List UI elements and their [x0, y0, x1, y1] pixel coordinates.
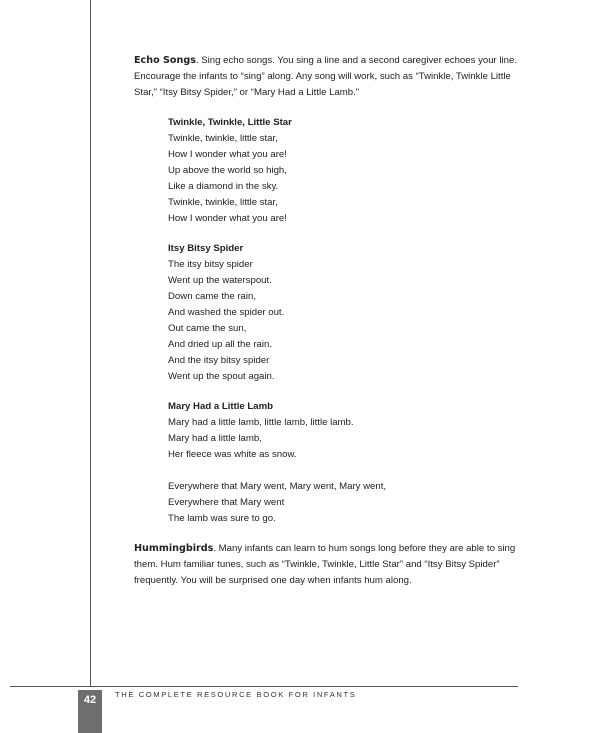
song-line: Went up the spout again.	[168, 371, 275, 382]
song-line: The itsy bitsy spider	[168, 259, 253, 270]
footer-rule	[10, 686, 518, 687]
song-line: Her fleece was white as snow.	[168, 449, 297, 460]
song-line: Everywhere that Mary went	[168, 497, 285, 508]
song-title: Mary Had a Little Lamb	[168, 401, 274, 412]
song-line: Mary had a little lamb, little lamb, little lamb.	[168, 417, 354, 428]
page-number: 42	[83, 694, 97, 706]
song-line: And the itsy bitsy spider	[168, 355, 270, 366]
song-line: The lamb was sure to go.	[168, 513, 276, 524]
song-list	[134, 115, 534, 527]
song-line: How I wonder what you are!	[168, 149, 287, 160]
song-line: And dried up all the rain.	[168, 339, 272, 350]
echo-songs-text: . Sing echo songs. You sing a line and a second caregiver echoes your line. Encourage the infants to “sing” along. Any song will work, such as “Twinkle, Twinkle Little Star,” “Itsy Bitsy Spider,” or “Mary Had a Little Lamb.”	[134, 55, 517, 98]
page-body	[134, 53, 534, 589]
hummingbirds-heading: Hummingbirds	[134, 543, 214, 554]
song-title: Twinkle, Twinkle, Little Star	[168, 117, 292, 128]
hummingbirds-text: . Many infants can learn to hum songs long before they are able to sing them. Hum familiar tunes, such as “Twinkle, Twinkle, Little Star” and “Itsy Bitsy Spider” frequently. You will be surprised one day when infants hum along.	[134, 543, 516, 586]
echo-songs-paragraph	[134, 53, 534, 101]
song-line: Mary had a little lamb,	[168, 433, 262, 444]
song-twinkle	[168, 115, 534, 227]
song-line: Twinkle, twinkle, little star,	[168, 133, 278, 144]
song-line: Out came the sun,	[168, 323, 247, 334]
song-itsy-bitsy	[168, 241, 534, 385]
song-line: Twinkle, twinkle, little star,	[168, 197, 278, 208]
hummingbirds-paragraph	[134, 541, 534, 589]
margin-rule	[90, 0, 91, 686]
song-line: Down came the rain,	[168, 291, 256, 302]
song-line: Up above the world so high,	[168, 165, 287, 176]
song-title: Itsy Bitsy Spider	[168, 243, 244, 254]
song-line: How I wonder what you are!	[168, 213, 287, 224]
song-mary-lamb	[168, 399, 534, 527]
echo-songs-heading: Echo Songs	[134, 55, 196, 66]
song-stanza-2	[168, 479, 534, 527]
song-line: And washed the spider out.	[168, 307, 285, 318]
song-line: Everywhere that Mary went, Mary went, Mary went,	[168, 481, 387, 492]
song-line: Like a diamond in the sky.	[168, 181, 279, 192]
song-line: Went up the waterspout.	[168, 275, 272, 286]
running-title: THE COMPLETE RESOURCE BOOK FOR INFANTS	[115, 690, 357, 699]
